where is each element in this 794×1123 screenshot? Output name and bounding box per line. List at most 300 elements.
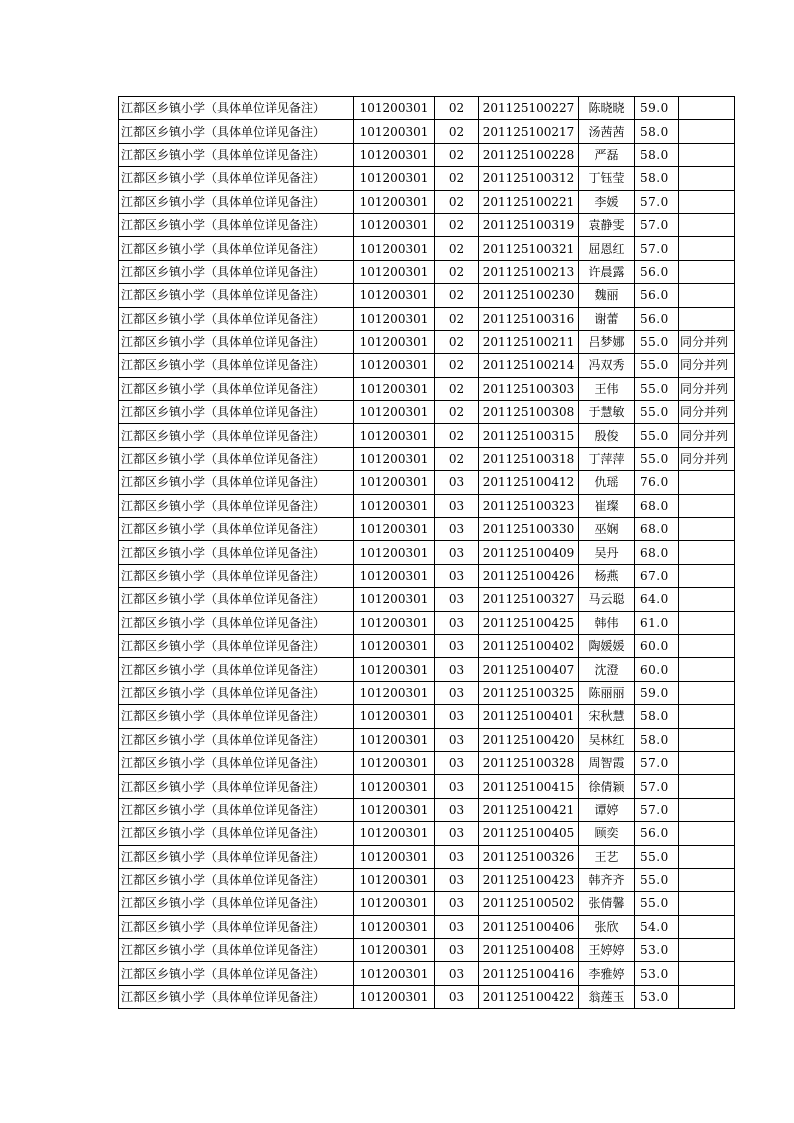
exam-id-cell: 201125100326 [479, 845, 579, 868]
exam-id-cell: 201125100214 [479, 354, 579, 377]
table-row [119, 822, 735, 845]
unit-cell: 江都区乡镇小学（具体单位详见备注） [119, 892, 354, 915]
table-row [119, 728, 735, 751]
score-cell: 55.0 [635, 330, 679, 353]
category-cell: 02 [435, 330, 479, 353]
remark-cell [679, 143, 735, 166]
unit-cell: 江都区乡镇小学（具体单位详见备注） [119, 634, 354, 657]
category-cell: 03 [435, 868, 479, 891]
name-cell: 王伟 [579, 377, 635, 400]
remark-cell: 同分并列 [679, 424, 735, 447]
category-cell: 03 [435, 939, 479, 962]
remark-cell [679, 634, 735, 657]
position-code-cell: 101200301 [354, 190, 435, 213]
unit-cell: 江都区乡镇小学（具体单位详见备注） [119, 471, 354, 494]
score-cell: 57.0 [635, 751, 679, 774]
unit-cell: 江都区乡镇小学（具体单位详见备注） [119, 447, 354, 470]
name-cell: 冯双秀 [579, 354, 635, 377]
score-cell: 58.0 [635, 143, 679, 166]
remark-cell [679, 751, 735, 774]
unit-cell: 江都区乡镇小学（具体单位详见备注） [119, 845, 354, 868]
position-code-cell: 101200301 [354, 728, 435, 751]
unit-cell: 江都区乡镇小学（具体单位详见备注） [119, 822, 354, 845]
unit-cell: 江都区乡镇小学（具体单位详见备注） [119, 728, 354, 751]
unit-cell: 江都区乡镇小学（具体单位详见备注） [119, 97, 354, 120]
name-cell: 崔璨 [579, 494, 635, 517]
unit-cell: 江都区乡镇小学（具体单位详见备注） [119, 705, 354, 728]
remark-cell [679, 962, 735, 985]
exam-id-cell: 201125100330 [479, 518, 579, 541]
score-cell: 60.0 [635, 658, 679, 681]
category-cell: 02 [435, 190, 479, 213]
unit-cell: 江都区乡镇小学（具体单位详见备注） [119, 284, 354, 307]
name-cell: 汤茜茜 [579, 120, 635, 143]
position-code-cell: 101200301 [354, 915, 435, 938]
exam-id-cell: 201125100416 [479, 962, 579, 985]
remark-cell [679, 97, 735, 120]
name-cell: 仇瑶 [579, 471, 635, 494]
position-code-cell: 101200301 [354, 330, 435, 353]
unit-cell: 江都区乡镇小学（具体单位详见备注） [119, 237, 354, 260]
table-row [119, 97, 735, 120]
position-code-cell: 101200301 [354, 705, 435, 728]
name-cell: 陈晓晓 [579, 97, 635, 120]
remark-cell [679, 658, 735, 681]
category-cell: 03 [435, 798, 479, 821]
category-cell: 03 [435, 822, 479, 845]
exam-id-cell: 201125100227 [479, 97, 579, 120]
category-cell: 03 [435, 728, 479, 751]
table-row [119, 143, 735, 166]
position-code-cell: 101200301 [354, 541, 435, 564]
remark-cell: 同分并列 [679, 377, 735, 400]
exam-id-cell: 201125100328 [479, 751, 579, 774]
position-code-cell: 101200301 [354, 868, 435, 891]
score-cell: 60.0 [635, 634, 679, 657]
exam-id-cell: 201125100217 [479, 120, 579, 143]
name-cell: 严磊 [579, 143, 635, 166]
table-row [119, 915, 735, 938]
unit-cell: 江都区乡镇小学（具体单位详见备注） [119, 962, 354, 985]
table-row [119, 751, 735, 774]
table-row [119, 167, 735, 190]
name-cell: 马云聪 [579, 588, 635, 611]
remark-cell [679, 798, 735, 821]
unit-cell: 江都区乡镇小学（具体单位详见备注） [119, 541, 354, 564]
position-code-cell: 101200301 [354, 564, 435, 587]
exam-id-cell: 201125100318 [479, 447, 579, 470]
score-cell: 56.0 [635, 822, 679, 845]
category-cell: 02 [435, 167, 479, 190]
unit-cell: 江都区乡镇小学（具体单位详见备注） [119, 330, 354, 353]
position-code-cell: 101200301 [354, 681, 435, 704]
remark-cell [679, 260, 735, 283]
score-cell: 55.0 [635, 424, 679, 447]
score-cell: 57.0 [635, 190, 679, 213]
name-cell: 周智霞 [579, 751, 635, 774]
category-cell: 03 [435, 588, 479, 611]
category-cell: 02 [435, 307, 479, 330]
category-cell: 03 [435, 658, 479, 681]
position-code-cell: 101200301 [354, 822, 435, 845]
exam-id-cell: 201125100315 [479, 424, 579, 447]
score-cell: 64.0 [635, 588, 679, 611]
table-row [119, 681, 735, 704]
score-cell: 55.0 [635, 868, 679, 891]
unit-cell: 江都区乡镇小学（具体单位详见备注） [119, 354, 354, 377]
unit-cell: 江都区乡镇小学（具体单位详见备注） [119, 588, 354, 611]
table-row [119, 634, 735, 657]
exam-id-cell: 201125100327 [479, 588, 579, 611]
unit-cell: 江都区乡镇小学（具体单位详见备注） [119, 868, 354, 891]
name-cell: 陈丽丽 [579, 681, 635, 704]
position-code-cell: 101200301 [354, 260, 435, 283]
score-cell: 76.0 [635, 471, 679, 494]
table-row [119, 401, 735, 424]
category-cell: 03 [435, 751, 479, 774]
table-row [119, 868, 735, 891]
unit-cell: 江都区乡镇小学（具体单位详见备注） [119, 564, 354, 587]
unit-cell: 江都区乡镇小学（具体单位详见备注） [119, 751, 354, 774]
score-cell: 61.0 [635, 611, 679, 634]
table-row [119, 845, 735, 868]
table-row [119, 471, 735, 494]
table-row [119, 447, 735, 470]
exam-id-cell: 201125100502 [479, 892, 579, 915]
category-cell: 02 [435, 401, 479, 424]
position-code-cell: 101200301 [354, 424, 435, 447]
score-cell: 55.0 [635, 892, 679, 915]
score-cell: 55.0 [635, 447, 679, 470]
score-cell: 58.0 [635, 705, 679, 728]
score-cell: 58.0 [635, 728, 679, 751]
remark-cell [679, 868, 735, 891]
table-row [119, 775, 735, 798]
position-code-cell: 101200301 [354, 284, 435, 307]
position-code-cell: 101200301 [354, 892, 435, 915]
table-row [119, 307, 735, 330]
category-cell: 02 [435, 377, 479, 400]
name-cell: 谢蕾 [579, 307, 635, 330]
name-cell: 李媛 [579, 190, 635, 213]
remark-cell [679, 564, 735, 587]
remark-cell [679, 611, 735, 634]
category-cell: 02 [435, 213, 479, 236]
position-code-cell: 101200301 [354, 120, 435, 143]
unit-cell: 江都区乡镇小学（具体单位详见备注） [119, 611, 354, 634]
category-cell: 03 [435, 705, 479, 728]
unit-cell: 江都区乡镇小学（具体单位详见备注） [119, 167, 354, 190]
category-cell: 02 [435, 284, 479, 307]
remark-cell [679, 845, 735, 868]
table-row [119, 330, 735, 353]
table-row [119, 354, 735, 377]
position-code-cell: 101200301 [354, 143, 435, 166]
table-row [119, 377, 735, 400]
exam-id-cell: 201125100401 [479, 705, 579, 728]
exam-id-cell: 201125100423 [479, 868, 579, 891]
table-row [119, 284, 735, 307]
position-code-cell: 101200301 [354, 588, 435, 611]
category-cell: 02 [435, 260, 479, 283]
exam-id-cell: 201125100405 [479, 822, 579, 845]
unit-cell: 江都区乡镇小学（具体单位详见备注） [119, 213, 354, 236]
remark-cell [679, 681, 735, 704]
unit-cell: 江都区乡镇小学（具体单位详见备注） [119, 939, 354, 962]
remark-cell: 同分并列 [679, 354, 735, 377]
exam-id-cell: 201125100325 [479, 681, 579, 704]
score-cell: 57.0 [635, 775, 679, 798]
score-cell: 68.0 [635, 494, 679, 517]
category-cell: 02 [435, 354, 479, 377]
unit-cell: 江都区乡镇小学（具体单位详见备注） [119, 658, 354, 681]
table-row [119, 120, 735, 143]
name-cell: 王婷婷 [579, 939, 635, 962]
remark-cell: 同分并列 [679, 401, 735, 424]
unit-cell: 江都区乡镇小学（具体单位详见备注） [119, 307, 354, 330]
remark-cell [679, 728, 735, 751]
unit-cell: 江都区乡镇小学（具体单位详见备注） [119, 120, 354, 143]
remark-cell [679, 822, 735, 845]
name-cell: 韩伟 [579, 611, 635, 634]
remark-cell [679, 775, 735, 798]
score-cell: 68.0 [635, 541, 679, 564]
remark-cell [679, 494, 735, 517]
remark-cell [679, 167, 735, 190]
score-table [118, 96, 735, 1009]
name-cell: 谭婷 [579, 798, 635, 821]
table-row [119, 494, 735, 517]
category-cell: 03 [435, 892, 479, 915]
unit-cell: 江都区乡镇小学（具体单位详见备注） [119, 401, 354, 424]
position-code-cell: 101200301 [354, 751, 435, 774]
position-code-cell: 101200301 [354, 634, 435, 657]
score-cell: 57.0 [635, 237, 679, 260]
unit-cell: 江都区乡镇小学（具体单位详见备注） [119, 424, 354, 447]
name-cell: 张欣 [579, 915, 635, 938]
name-cell: 杨燕 [579, 564, 635, 587]
position-code-cell: 101200301 [354, 377, 435, 400]
remark-cell [679, 284, 735, 307]
table-row [119, 190, 735, 213]
remark-cell [679, 213, 735, 236]
remark-cell [679, 915, 735, 938]
exam-id-cell: 201125100409 [479, 541, 579, 564]
score-cell: 59.0 [635, 97, 679, 120]
exam-id-cell: 201125100415 [479, 775, 579, 798]
score-cell: 68.0 [635, 518, 679, 541]
remark-cell: 同分并列 [679, 447, 735, 470]
remark-cell [679, 541, 735, 564]
category-cell: 03 [435, 775, 479, 798]
exam-id-cell: 201125100211 [479, 330, 579, 353]
exam-id-cell: 201125100321 [479, 237, 579, 260]
name-cell: 翁莲玉 [579, 985, 635, 1008]
name-cell: 殷俊 [579, 424, 635, 447]
score-cell: 55.0 [635, 845, 679, 868]
score-cell: 53.0 [635, 939, 679, 962]
remark-cell [679, 190, 735, 213]
category-cell: 03 [435, 634, 479, 657]
score-cell: 58.0 [635, 120, 679, 143]
position-code-cell: 101200301 [354, 775, 435, 798]
position-code-cell: 101200301 [354, 237, 435, 260]
name-cell: 徐倩颖 [579, 775, 635, 798]
name-cell: 宋秋慧 [579, 705, 635, 728]
category-cell: 03 [435, 962, 479, 985]
position-code-cell: 101200301 [354, 307, 435, 330]
name-cell: 屈恩红 [579, 237, 635, 260]
score-cell: 53.0 [635, 962, 679, 985]
unit-cell: 江都区乡镇小学（具体单位详见备注） [119, 985, 354, 1008]
position-code-cell: 101200301 [354, 939, 435, 962]
position-code-cell: 101200301 [354, 962, 435, 985]
exam-id-cell: 201125100408 [479, 939, 579, 962]
remark-cell [679, 939, 735, 962]
position-code-cell: 101200301 [354, 658, 435, 681]
exam-id-cell: 201125100213 [479, 260, 579, 283]
position-code-cell: 101200301 [354, 845, 435, 868]
table-row [119, 237, 735, 260]
category-cell: 03 [435, 681, 479, 704]
exam-id-cell: 201125100406 [479, 915, 579, 938]
table-row [119, 518, 735, 541]
category-cell: 02 [435, 143, 479, 166]
score-cell: 67.0 [635, 564, 679, 587]
position-code-cell: 101200301 [354, 354, 435, 377]
score-cell: 56.0 [635, 284, 679, 307]
name-cell: 李雅婷 [579, 962, 635, 985]
remark-cell [679, 588, 735, 611]
score-cell: 59.0 [635, 681, 679, 704]
table-row [119, 424, 735, 447]
score-cell: 58.0 [635, 167, 679, 190]
position-code-cell: 101200301 [354, 985, 435, 1008]
exam-id-cell: 201125100323 [479, 494, 579, 517]
position-code-cell: 101200301 [354, 167, 435, 190]
exam-id-cell: 201125100412 [479, 471, 579, 494]
category-cell: 02 [435, 97, 479, 120]
remark-cell [679, 471, 735, 494]
table-row [119, 541, 735, 564]
position-code-cell: 101200301 [354, 97, 435, 120]
category-cell: 02 [435, 424, 479, 447]
name-cell: 袁静雯 [579, 213, 635, 236]
score-cell: 56.0 [635, 260, 679, 283]
table-row [119, 564, 735, 587]
unit-cell: 江都区乡镇小学（具体单位详见备注） [119, 775, 354, 798]
unit-cell: 江都区乡镇小学（具体单位详见备注） [119, 377, 354, 400]
table-row [119, 658, 735, 681]
table-body [119, 97, 735, 1009]
unit-cell: 江都区乡镇小学（具体单位详见备注） [119, 494, 354, 517]
exam-id-cell: 201125100421 [479, 798, 579, 821]
unit-cell: 江都区乡镇小学（具体单位详见备注） [119, 798, 354, 821]
score-cell: 57.0 [635, 798, 679, 821]
name-cell: 吕梦娜 [579, 330, 635, 353]
name-cell: 顾奕 [579, 822, 635, 845]
exam-id-cell: 201125100425 [479, 611, 579, 634]
position-code-cell: 101200301 [354, 518, 435, 541]
exam-id-cell: 201125100422 [479, 985, 579, 1008]
name-cell: 于慧敏 [579, 401, 635, 424]
remark-cell [679, 307, 735, 330]
table-row [119, 962, 735, 985]
name-cell: 王艺 [579, 845, 635, 868]
exam-id-cell: 201125100420 [479, 728, 579, 751]
category-cell: 03 [435, 845, 479, 868]
table-row [119, 705, 735, 728]
position-code-cell: 101200301 [354, 447, 435, 470]
score-cell: 54.0 [635, 915, 679, 938]
exam-id-cell: 201125100230 [479, 284, 579, 307]
table-row [119, 588, 735, 611]
table-row [119, 892, 735, 915]
position-code-cell: 101200301 [354, 471, 435, 494]
position-code-cell: 101200301 [354, 401, 435, 424]
position-code-cell: 101200301 [354, 494, 435, 517]
remark-cell [679, 892, 735, 915]
exam-id-cell: 201125100426 [479, 564, 579, 587]
category-cell: 03 [435, 518, 479, 541]
category-cell: 03 [435, 985, 479, 1008]
table-row [119, 213, 735, 236]
exam-id-cell: 201125100308 [479, 401, 579, 424]
remark-cell [679, 705, 735, 728]
category-cell: 03 [435, 564, 479, 587]
remark-cell [679, 237, 735, 260]
name-cell: 许晨露 [579, 260, 635, 283]
score-cell: 55.0 [635, 401, 679, 424]
name-cell: 丁萍萍 [579, 447, 635, 470]
category-cell: 03 [435, 611, 479, 634]
category-cell: 03 [435, 915, 479, 938]
table-row [119, 260, 735, 283]
score-cell: 55.0 [635, 354, 679, 377]
unit-cell: 江都区乡镇小学（具体单位详见备注） [119, 681, 354, 704]
name-cell: 丁钰莹 [579, 167, 635, 190]
unit-cell: 江都区乡镇小学（具体单位详见备注） [119, 190, 354, 213]
exam-id-cell: 201125100228 [479, 143, 579, 166]
category-cell: 02 [435, 120, 479, 143]
table-row [119, 798, 735, 821]
exam-id-cell: 201125100312 [479, 167, 579, 190]
unit-cell: 江都区乡镇小学（具体单位详见备注） [119, 518, 354, 541]
exam-id-cell: 201125100303 [479, 377, 579, 400]
name-cell: 陶媛媛 [579, 634, 635, 657]
exam-id-cell: 201125100402 [479, 634, 579, 657]
position-code-cell: 101200301 [354, 798, 435, 821]
score-cell: 53.0 [635, 985, 679, 1008]
name-cell: 巫娴 [579, 518, 635, 541]
remark-cell [679, 120, 735, 143]
name-cell: 韩齐齐 [579, 868, 635, 891]
exam-id-cell: 201125100407 [479, 658, 579, 681]
table-row [119, 985, 735, 1008]
score-cell: 57.0 [635, 213, 679, 236]
name-cell: 魏丽 [579, 284, 635, 307]
category-cell: 03 [435, 494, 479, 517]
exam-id-cell: 201125100221 [479, 190, 579, 213]
remark-cell: 同分并列 [679, 330, 735, 353]
unit-cell: 江都区乡镇小学（具体单位详见备注） [119, 915, 354, 938]
name-cell: 沈澄 [579, 658, 635, 681]
category-cell: 03 [435, 541, 479, 564]
table-row [119, 611, 735, 634]
exam-id-cell: 201125100316 [479, 307, 579, 330]
exam-id-cell: 201125100319 [479, 213, 579, 236]
unit-cell: 江都区乡镇小学（具体单位详见备注） [119, 143, 354, 166]
